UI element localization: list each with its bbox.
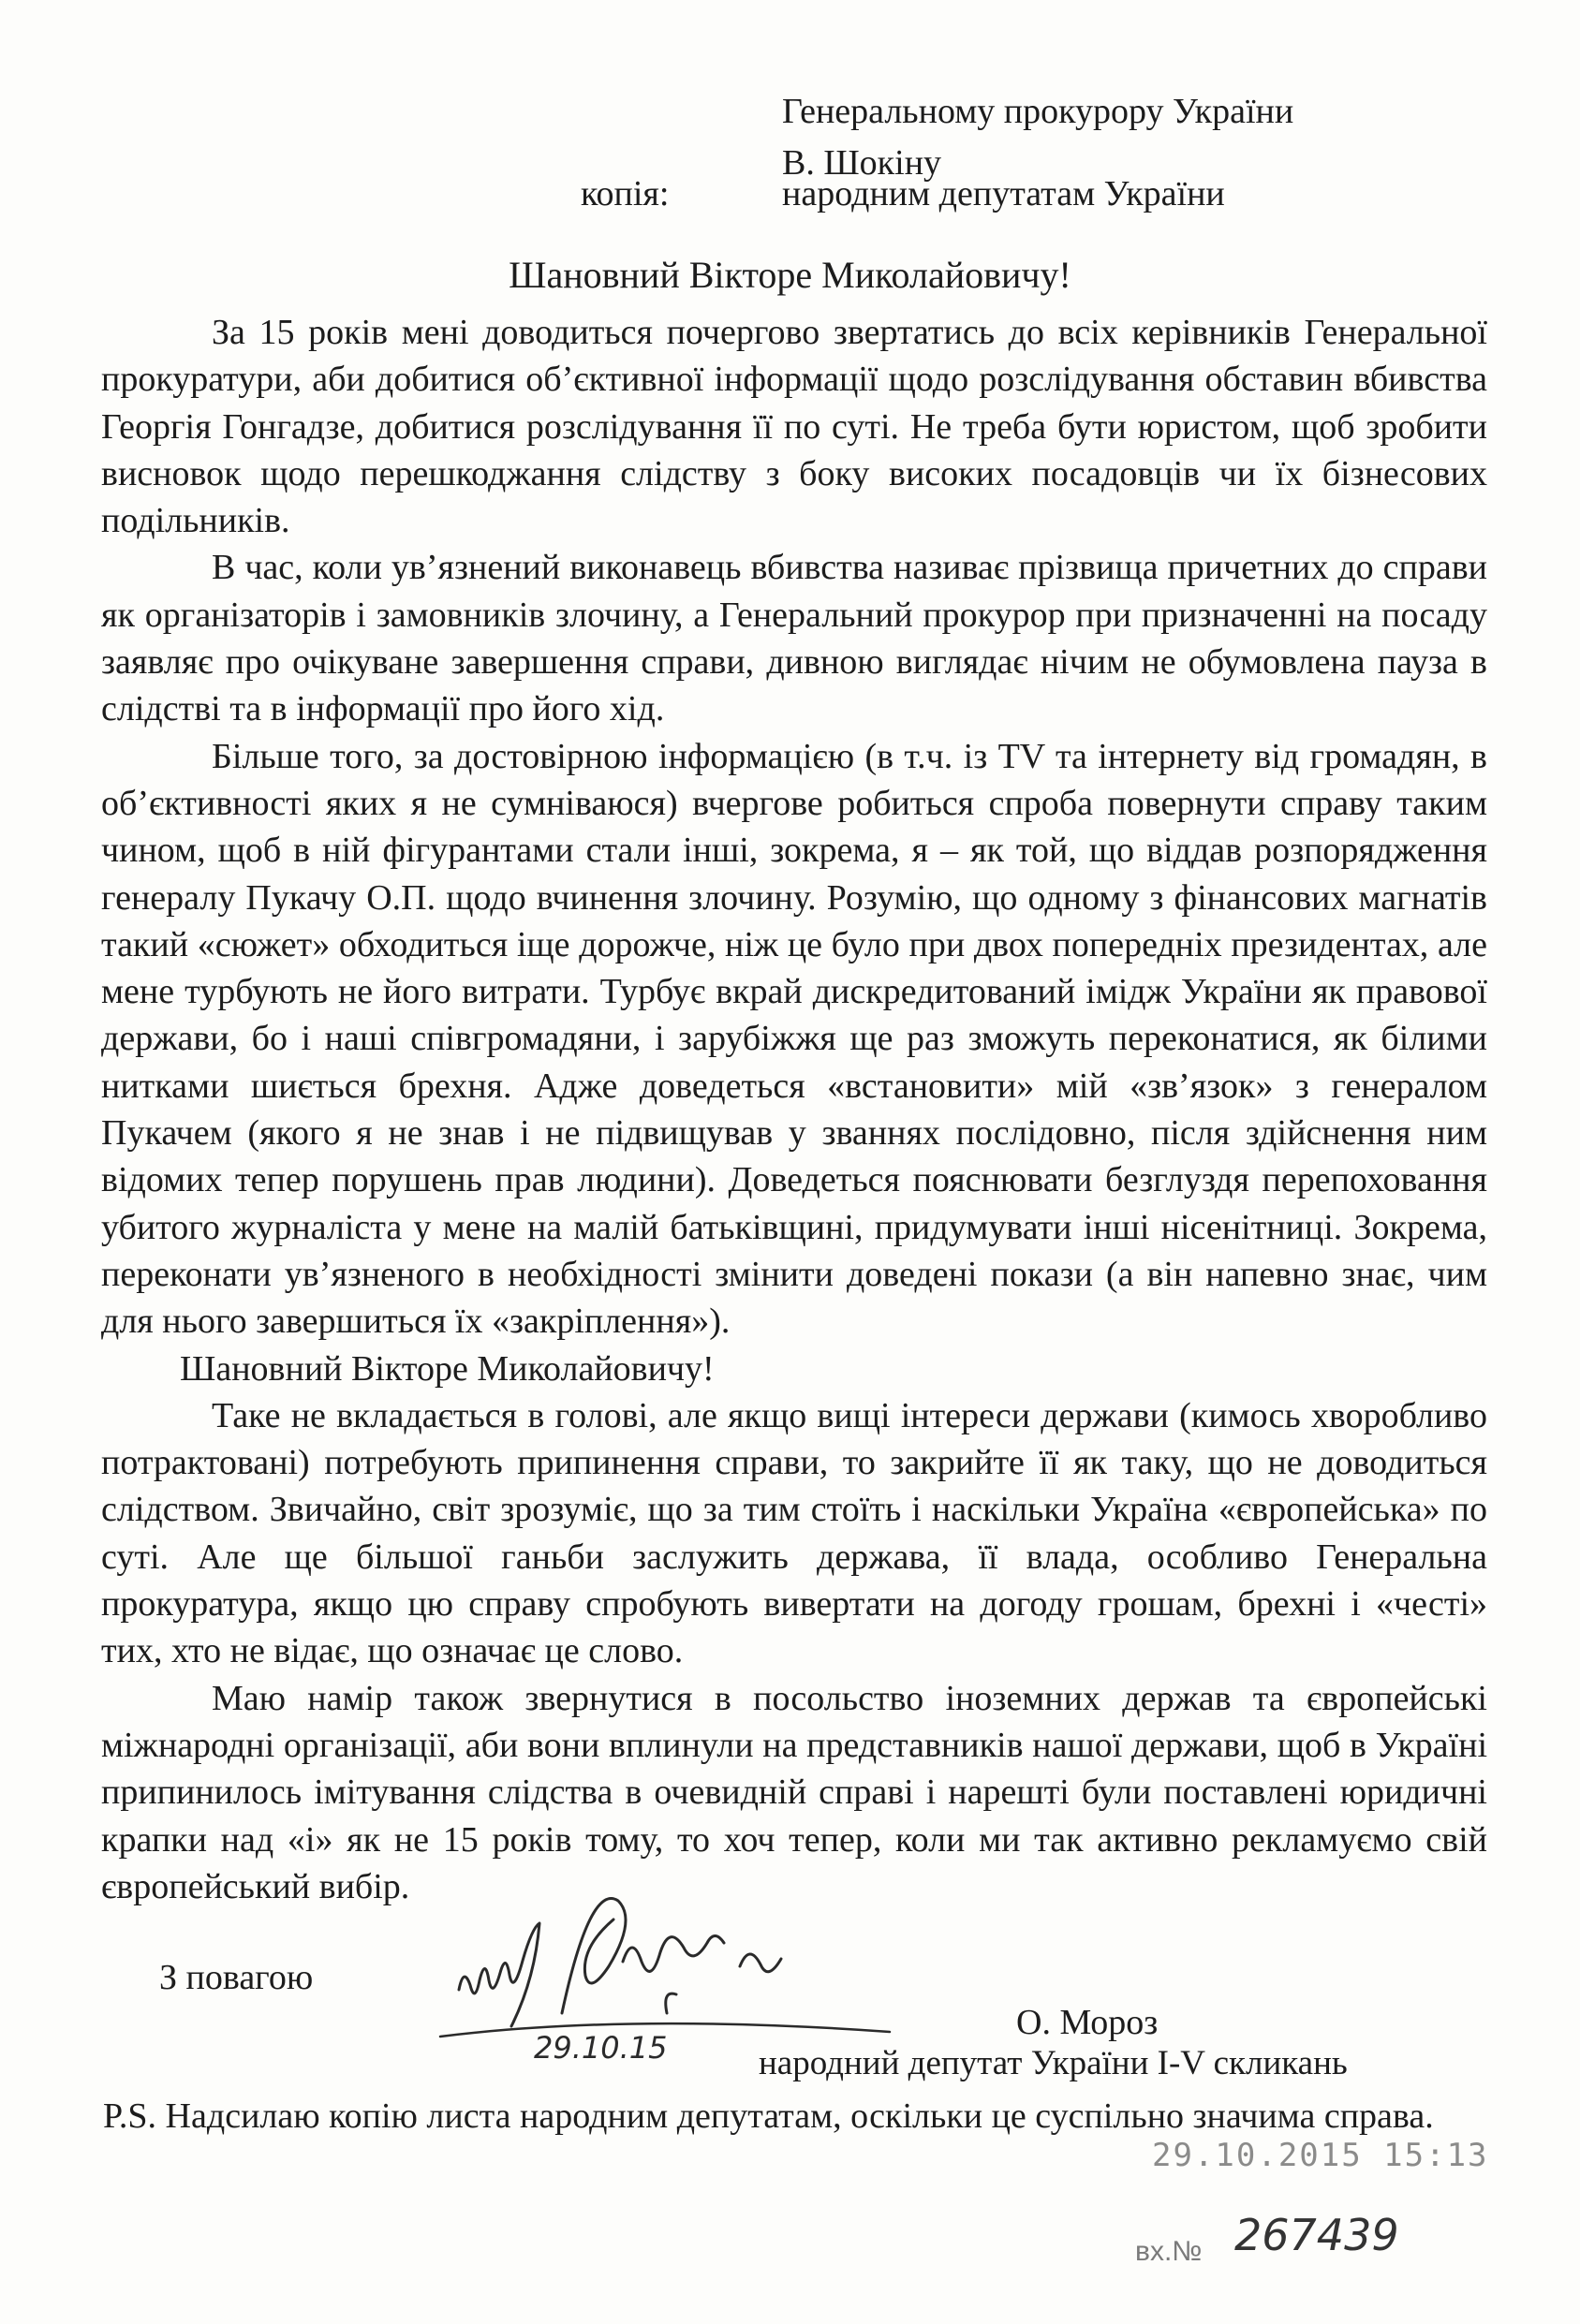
copy-recipients: народним депутатам України [782,174,1225,213]
addressee-line-1: Генеральному прокурору України [782,92,1294,131]
paragraph-4: Таке не вкладається в голові, але якщо вищі інтереси держави (кимось хворобливо потрактовані) потребують припинення справи, то закрийте її як таку, що не доводиться слідством. Звичайно, світ зрозуміє, що за тим стоїть і наскільки Україна «європейська» по суті. Але ще більшої ганьби заслужить держава, її влада, особливо Генеральна прокуратура, якщо цю справу спробують вивертати на догоду грошам, брехні і «честі» тих, хто не відає, що означає це слово. [101,1395,1487,1671]
signer-title: народний депутат України I-V скликань [759,2044,1348,2082]
paragraph-1: За 15 років мені доводиться почергово звертатись до всіх керівників Генеральної прокуратури, аби добитися об’єктивної інформації щодо розслідування обставин вбивства Георгія Гонгадзе, добитися розслідування її по суті. Не треба бути юристом, щоб зробити висновок щодо перешкоджання слідству з боку високих посадовців чи їх бізнесових подільників. [101,313,1487,541]
signature-date: 29.10.15 [534,2030,668,2066]
closing-phrase: З повагою [159,1958,314,1997]
copy-label: копія: [581,174,670,213]
paragraph-2: В час, коли ув’язнений виконавець вбивства називає прізвища причетних до справи як організаторів і замовників злочину, а Генеральний прокурор при призначенні на посаду заявляє про очікуване завершення справи, дивною виглядає нічим не обумовлена пауза в слідстві та в інформації про його хід. [101,548,1487,729]
registration-number: 267439 [1234,2210,1399,2260]
letter-body [101,309,1487,1910]
addressee-line-2: В. Шокіну [782,143,942,183]
paragraph-3: Більше того, за достовірною інформацією (в т.ч. із TV та інтернету від громадян, в об’єктивності яких я не сумніваюся) вчергове робиться спроба повернути справу таким чином, щоб в ній фігурантами стали інші, зокрема, я – як той, що віддав розпорядження генералу Пукачу О.П. щодо вчинення злочину. Розумію, що одному з фінансових магнатів такий «сюжет» обходиться іще дорожче, ніж це було при двох попередніх президентах, але мене турбують не його витрати. Турбує вкрай дискредитований імідж України як правової держави, бо і наші співгромадяни, і зарубіжжя ще раз зможуть переконатися, як білими нитками шиється брехня. Адже доведеться «встановити» мій «зв’язок» з генералом Пукачем (якого я не знав і не підвищував у званнях послідовно, після здійснення ним відомих тепер порушень прав людини). Доведеться пояснювати безглуздя перепоховання убитого журналіста у мене на малій батьківщині, придумувати інші нісенітниці. Зокрема, переконати ув’язненого в необхідності змінити доведені покази (а він напевно знає, чим для нього завершиться їх «закріплення»). [101,736,1487,1342]
handwritten-signature [421,1873,908,2069]
postscript: P.S. Надсилаю копію листа народним депутатам, оскільки це суспільно значима справа. [103,2096,1434,2136]
received-stamp-date: 29.10.2015 15:13 [1152,2137,1489,2174]
salutation-repeat: Шановний Вікторе Миколайовичу! [180,1348,715,1389]
signer-name: О. Мороз [1016,2003,1159,2042]
registration-label: вх.№ [1135,2236,1203,2267]
paragraph-5: Маю намір також звернутися в посольство іноземних держав та європейські міжнародні організації, аби вони вплинули на представників нашої держави, щоб в Україні припинилось імітування слідства в очевидній справі і нарешті були поставлені юридичні крапки над «і» як не 15 років тому, то хоч тепер, коли ми так активно рекламуємо свій європейський вибір. [101,1678,1487,1906]
salutation: Шановний Вікторе Миколайовичу! [509,254,1071,296]
